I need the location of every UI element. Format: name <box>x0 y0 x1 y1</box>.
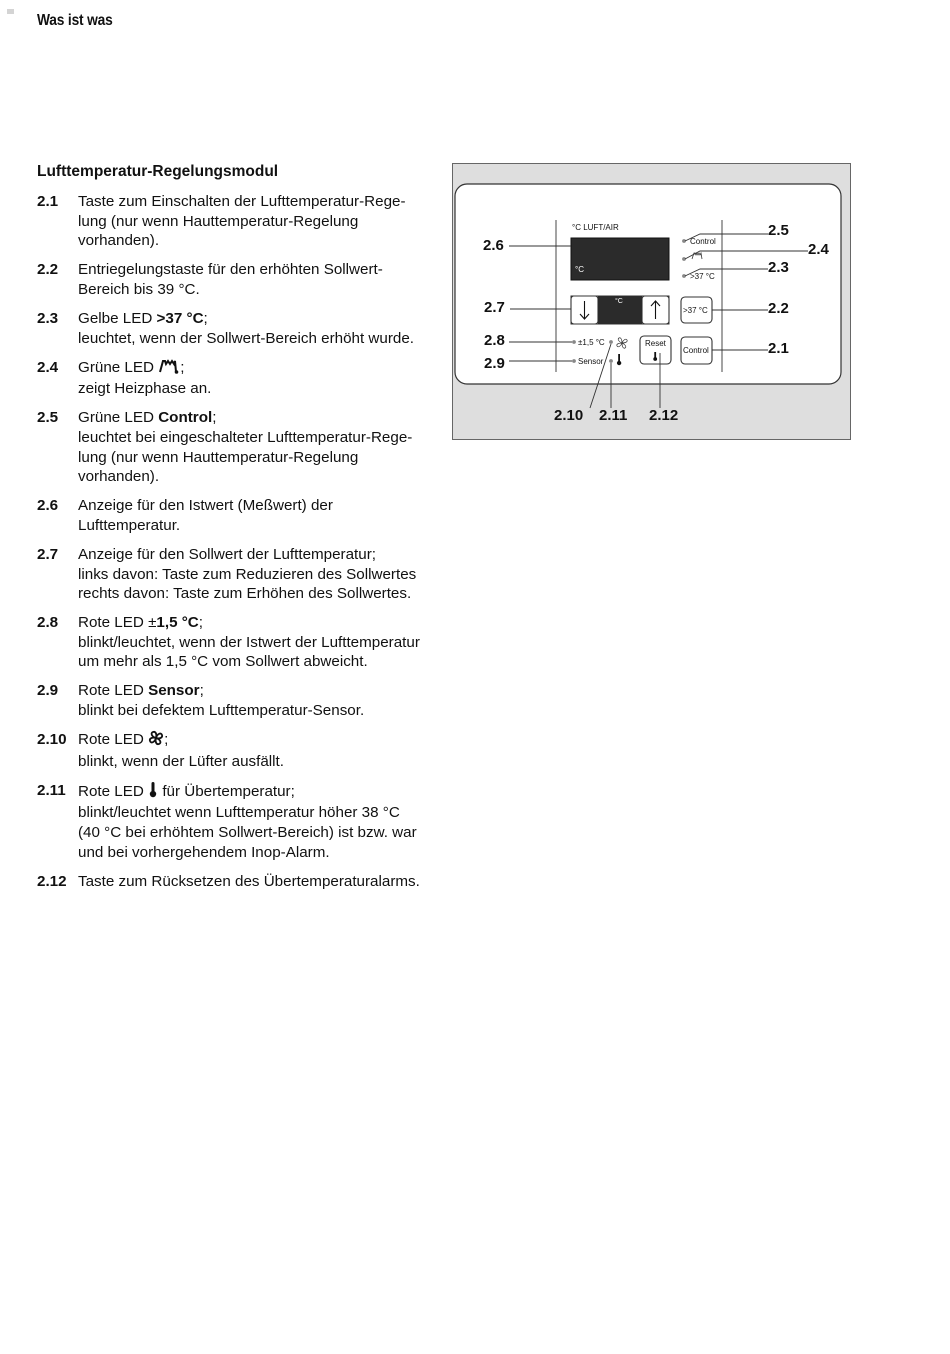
item-text <box>78 408 447 428</box>
control-panel-diagram <box>452 163 851 440</box>
led-15-label: ±1,5 °C <box>578 338 605 347</box>
heating-phase-icon <box>158 358 180 380</box>
item-text: (40 °C bei erhöhtem Sollwert-Bereich) ist bzw. war <box>78 824 417 842</box>
list-item <box>37 260 447 299</box>
section-heading: Lufttemperatur-Regelungsmodul <box>37 163 279 180</box>
led-sensor-label: Sensor <box>578 357 604 366</box>
item-text-part: ; <box>203 309 208 327</box>
item-number: 2.8 <box>37 614 59 632</box>
item-number: 2.4 <box>37 358 59 376</box>
item-text: vorhanden). <box>78 232 160 250</box>
display-label: °C LUFT/AIR <box>572 223 619 232</box>
unlock-37-button-label: >37 °C <box>683 306 708 315</box>
item-text-part: ; <box>180 358 185 376</box>
item-text: lung (nur wenn Hauttemperatur-Regelung <box>78 212 359 230</box>
item-text: blinkt/leuchtet, wenn der Istwert der Lufttemperatur <box>78 633 420 651</box>
item-text-part: ; <box>198 614 204 632</box>
item-text-bold: 1,5 °C <box>156 614 199 632</box>
callout-2-7: 2.7 <box>484 299 505 316</box>
reset-button-label: Reset <box>645 339 666 348</box>
item-number: 2.2 <box>37 261 59 279</box>
led-thermo <box>609 359 613 363</box>
item-number: 2.3 <box>37 309 59 327</box>
item-text-part: Rote LED <box>78 782 149 800</box>
item-text: rechts davon: Taste zum Erhöhen des Sollwertes. <box>78 585 412 603</box>
callout-2-8: 2.8 <box>484 332 505 349</box>
item-list <box>37 192 447 901</box>
item-text <box>78 309 447 329</box>
item-text: vorhanden). <box>78 468 160 486</box>
item-text-bold: Control <box>158 409 213 427</box>
item-text: zeigt Heizphase an. <box>78 380 212 398</box>
item-text-part: ; <box>199 682 204 700</box>
item-text-part: Gelbe LED <box>78 309 157 327</box>
control-panel-drawing <box>452 163 851 440</box>
callout-2-1: 2.1 <box>768 340 789 357</box>
fan-icon <box>148 730 164 752</box>
list-item <box>37 496 447 535</box>
led-fan <box>609 340 613 344</box>
item-text-part: ; <box>212 409 217 427</box>
item-text: und bei vorhergehendem Inop-Alarm. <box>78 843 330 861</box>
callout-2-12: 2.12 <box>649 407 679 424</box>
callout-2-2: 2.2 <box>768 300 789 317</box>
item-number: 2.5 <box>37 409 59 427</box>
item-text: blinkt/leuchtet wenn Lufttemperatur höher 38 °C <box>78 804 400 822</box>
item-text: leuchtet, wenn der Sollwert-Bereich erhöht wurde. <box>78 329 414 347</box>
item-number: 2.12 <box>37 872 67 890</box>
item-text-part: Grüne LED <box>78 409 159 427</box>
list-item <box>37 408 447 486</box>
control-button-label: Control <box>683 346 709 355</box>
led-sensor <box>572 359 576 363</box>
thermometer-icon <box>148 781 158 804</box>
item-text-part: für Übertemperatur; <box>162 782 295 800</box>
item-text: Taste zum Rücksetzen des Übertemperaturalarms. <box>78 872 420 890</box>
item-text-part: Grüne LED <box>78 358 159 376</box>
item-text <box>78 613 447 633</box>
item-text-part: Rote LED <box>78 731 149 749</box>
list-item <box>37 358 447 399</box>
item-text-bold: Sensor <box>148 682 200 700</box>
item-number: 2.11 <box>37 781 66 799</box>
page-header-title: Was ist was <box>37 12 113 29</box>
item-text: lung (nur wenn Hauttemperatur-Regelung <box>78 448 359 466</box>
list-item <box>37 309 447 348</box>
item-number: 2.9 <box>37 682 59 700</box>
callout-2-11: 2.11 <box>599 407 628 424</box>
item-text: Entriegelungstaste für den erhöhten Sollwert- <box>78 261 383 279</box>
item-text: blinkt, wenn der Lüfter ausfällt. <box>78 752 284 770</box>
item-text: Anzeige für den Istwert (Meßwert) der <box>78 497 333 515</box>
item-number: 2.7 <box>37 545 59 563</box>
item-text: um mehr als 1,5 °C vom Sollwert abweicht. <box>78 653 368 671</box>
item-text: Lufttemperatur. <box>78 516 181 534</box>
corner-mark <box>7 9 14 14</box>
led-37-label: >37 °C <box>690 272 715 281</box>
item-text: Taste zum Einschalten der Lufttemperatur-Rege- <box>78 193 406 210</box>
callout-2-10: 2.10 <box>554 407 584 424</box>
item-text-part: Rote LED <box>78 682 149 700</box>
item-text: blinkt bei defektem Lufttemperatur-Sensor. <box>78 702 365 720</box>
list-item <box>37 781 447 862</box>
list-item <box>37 192 447 251</box>
item-number: 2.10 <box>37 731 67 749</box>
led-15 <box>572 340 576 344</box>
display-unit: °C <box>575 265 584 274</box>
item-number: 2.6 <box>37 497 59 515</box>
list-item <box>37 545 447 604</box>
item-text-bold: >37 °C <box>156 309 204 327</box>
item-text <box>78 681 447 701</box>
list-item <box>37 872 447 892</box>
led-control-label: Control <box>690 237 716 246</box>
list-item <box>37 613 447 672</box>
actual-value-display <box>571 238 669 280</box>
callout-2-5: 2.5 <box>768 222 789 239</box>
item-text <box>78 730 447 752</box>
item-text <box>78 358 447 380</box>
item-text: links davon: Taste zum Reduzieren des Sollwertes <box>78 565 417 583</box>
item-text: leuchtet bei eingeschalteter Lufttemperatur-Rege- <box>78 428 413 446</box>
item-text: Bereich bis 39 °C. <box>78 280 200 298</box>
item-number: 2.1 <box>37 193 59 210</box>
callout-2-3: 2.3 <box>768 259 789 276</box>
callout-2-6: 2.6 <box>483 237 504 254</box>
item-text: Anzeige für den Sollwert der Lufttemperatur; <box>78 545 377 563</box>
callout-2-9: 2.9 <box>484 355 505 372</box>
item-text-part: ; <box>164 731 169 749</box>
setpoint-unit: °C <box>615 298 623 305</box>
item-text-part: Rote LED ± <box>78 614 157 632</box>
callout-2-4: 2.4 <box>808 241 829 258</box>
list-item <box>37 730 447 771</box>
item-text <box>78 781 447 804</box>
list-item <box>37 681 447 720</box>
